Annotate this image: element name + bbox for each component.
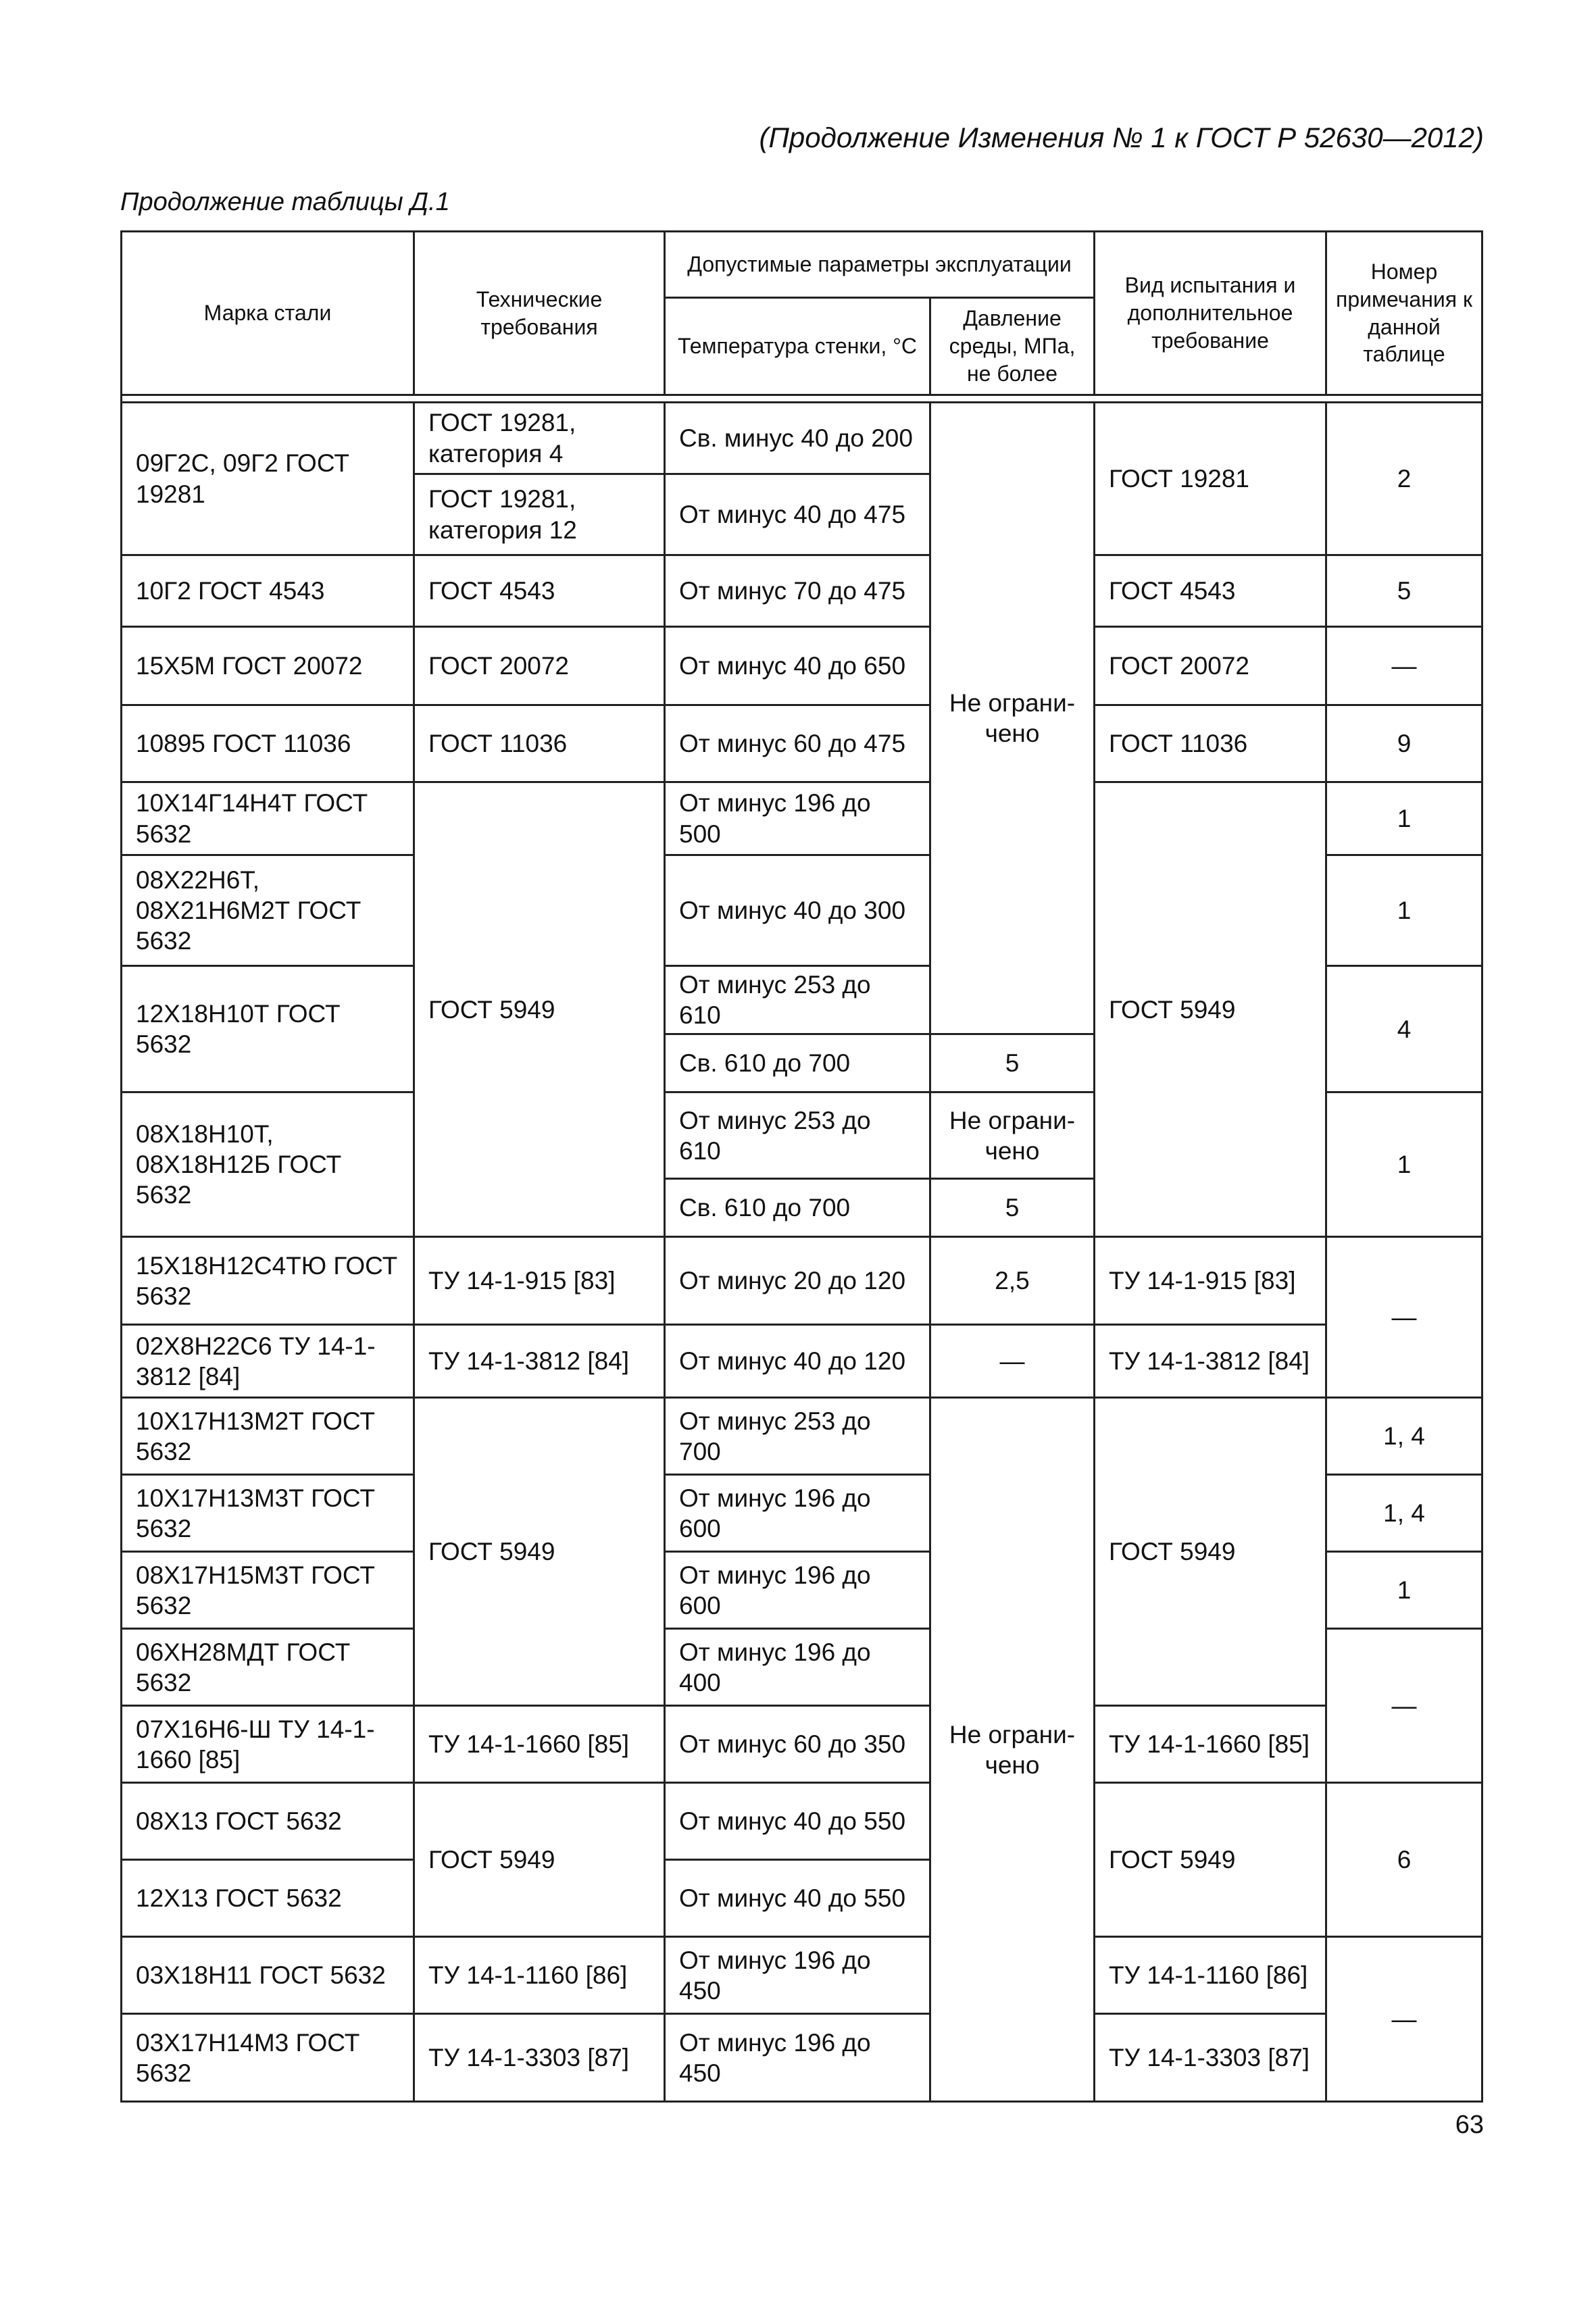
cell-note: 1 bbox=[1326, 1552, 1482, 1629]
cell-temp: От минус 196 до 450 bbox=[665, 1937, 930, 2014]
cell-temp: От минус 40 до 475 bbox=[665, 474, 930, 555]
cell-test: ГОСТ 5949 bbox=[1095, 782, 1326, 1237]
cell-grade: 09Г2С, 09Г2 ГОСТ 19281 bbox=[122, 403, 414, 555]
cell-grade: 08Х17Н15М3Т ГОСТ 5632 bbox=[122, 1552, 414, 1629]
table-row bbox=[122, 705, 1482, 782]
table-row bbox=[122, 1706, 1482, 1783]
cell-tech: ГОСТ 11036 bbox=[414, 705, 665, 782]
cell-temp: От минус 40 до 300 bbox=[665, 855, 930, 966]
header-temp: Температура стенки, °С bbox=[665, 298, 930, 395]
cell-pressure: — bbox=[930, 1325, 1095, 1398]
cell-temp: От минус 196 до 600 bbox=[665, 1475, 930, 1552]
cell-temp: От минус 196 до 500 bbox=[665, 782, 930, 855]
cell-grade: 08Х22Н6Т, 08Х21Н6М2Т ГОСТ 5632 bbox=[122, 855, 414, 966]
cell-note: 1 bbox=[1326, 855, 1482, 966]
cell-test: ГОСТ 19281 bbox=[1095, 403, 1326, 555]
cell-test: ГОСТ 5949 bbox=[1095, 1398, 1326, 1706]
cell-temp: От минус 60 до 475 bbox=[665, 705, 930, 782]
cell-tech: ТУ 14-1-1160 [86] bbox=[414, 1937, 665, 2014]
header-grade: Марка стали bbox=[122, 232, 414, 395]
table-caption: Продолжение таблицы Д.1 bbox=[120, 188, 450, 216]
cell-note: 1 bbox=[1326, 782, 1482, 855]
cell-test: ТУ 14-1-1160 [86] bbox=[1095, 1937, 1326, 2014]
cell-temp: От минус 196 до 400 bbox=[665, 1629, 930, 1706]
cell-grade: 12Х13 ГОСТ 5632 bbox=[122, 1860, 414, 1937]
table-row bbox=[122, 403, 1482, 474]
cell-grade: 07Х16Н6-Ш ТУ 14-1-1660 [85] bbox=[122, 1706, 414, 1783]
cell-note: 6 bbox=[1326, 1783, 1482, 1937]
cell-temp: Св. 610 до 700 bbox=[665, 1034, 930, 1092]
header-pressure: Давление среды, МПа, не более bbox=[930, 298, 1095, 395]
cell-temp: От минус 40 до 120 bbox=[665, 1325, 930, 1398]
cell-grade: 10Х14Г14Н4Т ГОСТ 5632 bbox=[122, 782, 414, 855]
cell-tech: ТУ 14-1-3812 [84] bbox=[414, 1325, 665, 1398]
cell-pressure: Не ограни-чено bbox=[930, 403, 1095, 1034]
cell-temp: От минус 196 до 600 bbox=[665, 1552, 930, 1629]
cell-tech: ТУ 14-1-3303 [87] bbox=[414, 2014, 665, 2102]
cell-pressure: Не ограни-чено bbox=[930, 1398, 1095, 2102]
cell-note: — bbox=[1326, 1237, 1482, 1398]
cell-note: 9 bbox=[1326, 705, 1482, 782]
cell-note: — bbox=[1326, 1629, 1482, 1783]
cell-tech: ТУ 14-1-1660 [85] bbox=[414, 1706, 665, 1783]
cell-pressure: 5 bbox=[930, 1034, 1095, 1092]
cell-note: — bbox=[1326, 1937, 1482, 2102]
cell-grade: 10Х17Н13М2Т ГОСТ 5632 bbox=[122, 1398, 414, 1475]
cell-test: ГОСТ 11036 bbox=[1095, 705, 1326, 782]
table-row bbox=[122, 627, 1482, 705]
cell-note: 1 bbox=[1326, 1092, 1482, 1237]
cell-temp: От минус 253 до 700 bbox=[665, 1398, 930, 1475]
cell-grade: 06ХН28МДТ ГОСТ 5632 bbox=[122, 1629, 414, 1706]
cell-pressure: 2,5 bbox=[930, 1237, 1095, 1325]
cell-temp: От минус 20 до 120 bbox=[665, 1237, 930, 1325]
page-number: 63 bbox=[1455, 2111, 1484, 2139]
cell-temp: От минус 40 до 650 bbox=[665, 627, 930, 705]
cell-grade: 12Х18Н10Т ГОСТ 5632 bbox=[122, 966, 414, 1092]
cell-temp: От минус 40 до 550 bbox=[665, 1860, 930, 1937]
cell-note: 4 bbox=[1326, 966, 1482, 1092]
cell-temp: Св. 610 до 700 bbox=[665, 1179, 930, 1237]
cell-test: ТУ 14-1-3812 [84] bbox=[1095, 1325, 1326, 1398]
table-row bbox=[122, 555, 1482, 627]
cell-tech: ГОСТ 19281, категория 12 bbox=[414, 474, 665, 555]
cell-pressure: Не ограни-чено bbox=[930, 1092, 1095, 1179]
cell-tech: ГОСТ 5949 bbox=[414, 1398, 665, 1706]
header-test: Вид испытания и дополнительное требование bbox=[1095, 232, 1326, 395]
cell-test: ТУ 14-1-915 [83] bbox=[1095, 1237, 1326, 1325]
table-row bbox=[122, 2014, 1482, 2102]
cell-grade: 08Х18Н10Т, 08Х18Н12Б ГОСТ 5632 bbox=[122, 1092, 414, 1237]
cell-grade: 15Х5М ГОСТ 20072 bbox=[122, 627, 414, 705]
cell-test: ГОСТ 4543 bbox=[1095, 555, 1326, 627]
cell-tech: ГОСТ 19281, категория 4 bbox=[414, 403, 665, 474]
header-note: Номер примечания к данной таблице bbox=[1326, 232, 1482, 395]
cell-note: 2 bbox=[1326, 403, 1482, 555]
cell-temp: От минус 60 до 350 bbox=[665, 1706, 930, 1783]
cell-temp: От минус 253 до 610 bbox=[665, 1092, 930, 1179]
cell-grade: 15Х18Н12С4ТЮ ГОСТ 5632 bbox=[122, 1237, 414, 1325]
table-row bbox=[122, 1937, 1482, 2014]
cell-note: — bbox=[1326, 627, 1482, 705]
cell-grade: 10Х17Н13М3Т ГОСТ 5632 bbox=[122, 1475, 414, 1552]
cell-temp: От минус 253 до 610 bbox=[665, 966, 930, 1034]
cell-test: ТУ 14-1-3303 [87] bbox=[1095, 2014, 1326, 2102]
cell-test: ГОСТ 5949 bbox=[1095, 1783, 1326, 1937]
table-row bbox=[122, 1783, 1482, 1860]
cell-temp: От минус 40 до 550 bbox=[665, 1783, 930, 1860]
running-head: (Продолжение Изменения № 1 к ГОСТ Р 52630—2012) bbox=[759, 122, 1484, 153]
header-params: Допустимые параметры эксплуатации bbox=[665, 232, 1095, 298]
table-row bbox=[122, 1237, 1482, 1325]
steel-grades-table bbox=[120, 230, 1483, 2103]
cell-tech: ГОСТ 4543 bbox=[414, 555, 665, 627]
cell-tech: ГОСТ 20072 bbox=[414, 627, 665, 705]
cell-note: 1, 4 bbox=[1326, 1475, 1482, 1552]
cell-grade: 03Х17Н14М3 ГОСТ 5632 bbox=[122, 2014, 414, 2102]
table-row bbox=[122, 1398, 1482, 1475]
cell-tech: ТУ 14-1-915 [83] bbox=[414, 1237, 665, 1325]
cell-note: 5 bbox=[1326, 555, 1482, 627]
cell-grade: 03Х18Н11 ГОСТ 5632 bbox=[122, 1937, 414, 2014]
table-row bbox=[122, 1325, 1482, 1398]
cell-pressure: 5 bbox=[930, 1179, 1095, 1237]
header-tech: Технические требования bbox=[414, 232, 665, 395]
cell-temp: От минус 196 до 450 bbox=[665, 2014, 930, 2102]
cell-grade: 10Г2 ГОСТ 4543 bbox=[122, 555, 414, 627]
cell-grade: 10895 ГОСТ 11036 bbox=[122, 705, 414, 782]
cell-tech: ГОСТ 5949 bbox=[414, 782, 665, 1237]
cell-grade: 02Х8Н22С6 ТУ 14-1-3812 [84] bbox=[122, 1325, 414, 1398]
cell-tech: ГОСТ 5949 bbox=[414, 1783, 665, 1937]
cell-grade: 08Х13 ГОСТ 5632 bbox=[122, 1783, 414, 1860]
cell-temp: От минус 70 до 475 bbox=[665, 555, 930, 627]
table-row bbox=[122, 782, 1482, 855]
cell-temp: Св. минус 40 до 200 bbox=[665, 403, 930, 474]
cell-test: ТУ 14-1-1660 [85] bbox=[1095, 1706, 1326, 1783]
cell-note: 1, 4 bbox=[1326, 1398, 1482, 1475]
cell-test: ГОСТ 20072 bbox=[1095, 627, 1326, 705]
